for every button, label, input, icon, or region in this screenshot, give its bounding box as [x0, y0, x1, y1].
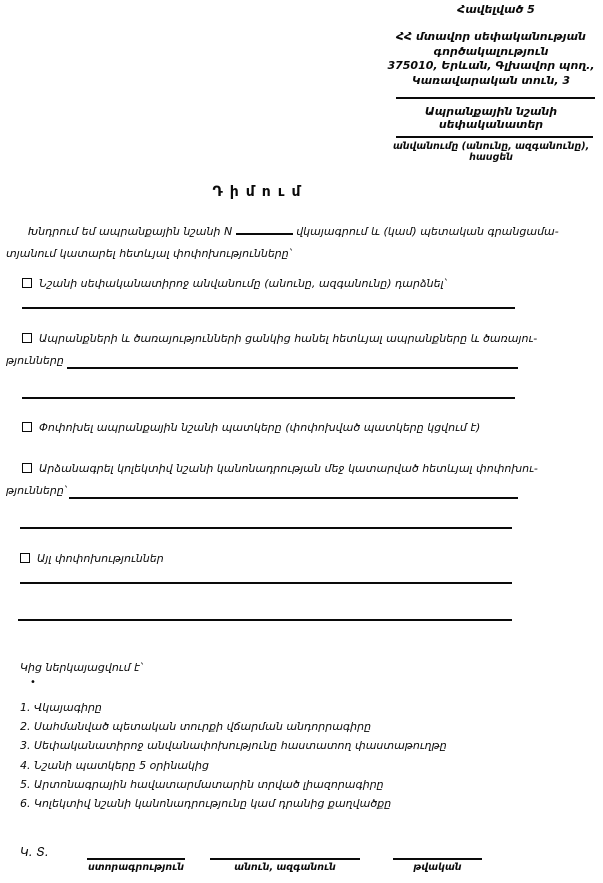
attachment-item: 4. Նշանի պատկերը 5 օրինակից — [20, 758, 209, 772]
attachment-item: 3. Սեփականատիրոջ անվանափոխությունը հաստատող փաստաթուղթը — [20, 739, 447, 753]
recipient-line: ՀՀ մտավոր սեփականության — [396, 30, 586, 43]
intro-text-after-number: վկայագրում և (կամ) պետական գրանցամա- — [296, 225, 559, 238]
form-title: Դիմում — [212, 184, 308, 200]
checkbox-remove-goods-label-line1: Ապրանքների և ծառայությունների ցանկից հանել հետևյալ ապրանքները և ծառայու- — [39, 332, 538, 345]
checkbox-change-image[interactable] — [22, 422, 32, 432]
checkbox-row-owner-rename — [22, 277, 446, 290]
recipient-address-block — [385, 30, 597, 88]
bullet-icon: • — [30, 677, 36, 688]
date-label: թվական — [413, 862, 462, 873]
appendix-label: Հավելված 5 — [457, 3, 535, 16]
checkbox-collective-charter[interactable] — [22, 463, 32, 473]
checkbox-collective-charter-label-line2: թյունները՝ — [6, 484, 67, 497]
intro-text-before-number: Խնդրում եմ ապրանքային նշանի N — [28, 225, 233, 238]
recipient-line: գործակալություն — [433, 44, 549, 58]
checkbox-remove-goods[interactable] — [22, 333, 32, 343]
attachments-heading: Կից ներկայացվում է՝ — [20, 661, 143, 674]
blank-writing-line[interactable] — [20, 527, 512, 529]
checkbox-remove-goods-label-line2: թյունները — [6, 354, 64, 367]
date-blank[interactable] — [393, 858, 482, 873]
blank-writing-line[interactable] — [18, 619, 512, 621]
checkbox-change-image-label: Փոփոխել ապրանքային նշանի պատկերը (փոփոխված պատկերը կցվում է) — [39, 421, 481, 434]
intro-paragraph — [6, 221, 559, 265]
charter-changes-blank[interactable] — [69, 497, 518, 499]
checkbox-owner-rename[interactable] — [22, 278, 32, 288]
owner-label: Ապրանքային նշանի սեփականատեր — [424, 105, 558, 131]
checkbox-other-changes-label: Այլ փոփոխություններ — [37, 552, 164, 565]
attachment-item: 6. Կոլեկտիվ նշանի կանոնադրությունը կամ դրանից քաղվածքը — [20, 797, 392, 811]
blank-writing-line[interactable] — [20, 582, 512, 584]
blank-writing-line[interactable] — [22, 307, 515, 309]
checkbox-row-remove-goods — [6, 328, 538, 372]
checkbox-other-changes[interactable] — [20, 553, 30, 563]
checkbox-owner-rename-label: Նշանի սեփականատիրոջ անվանումը (անունը, ազգանունը) դարձնել՝ — [39, 277, 447, 290]
checkbox-row-other-changes — [20, 552, 164, 565]
signature-blank[interactable] — [87, 858, 185, 873]
recipient-line: Կառավարական տուն, 3 — [411, 73, 571, 87]
attachment-item: 1. Վկայագիրը — [20, 701, 102, 714]
intro-text-line2: տյանում կատարել հետևյալ փոփոխությունները՝ — [6, 247, 292, 260]
goods-list-blank[interactable] — [67, 367, 518, 369]
checkbox-collective-charter-label-line1: Արձանագրել կոլեկտիվ նշանի կանոնադրության մեջ կատարված հետևյալ փոփոխու- — [39, 462, 538, 475]
checkbox-row-change-image — [22, 421, 480, 434]
attachments-section — [20, 660, 520, 813]
blank-writing-line[interactable] — [22, 397, 515, 399]
checkbox-row-collective-charter — [6, 458, 538, 502]
name-surname-label: անուն, ազգանուն — [234, 862, 336, 873]
attachment-item: 5. Արտոնագրային հավատարմատարին տրված լիազորագիրը — [20, 777, 384, 791]
recipient-line: 375010, Երևան, Գլխավոր պող., — [387, 59, 595, 72]
owner-name-blank-line[interactable] — [396, 97, 595, 99]
owner-hint: անվանումը (անունը, ազգանունը), հասցեն — [392, 141, 590, 163]
seal-place-label: Կ. Տ. — [20, 845, 49, 859]
signature-label: ստորագրություն — [87, 862, 185, 873]
attachments-list — [20, 698, 520, 813]
trademark-number-blank[interactable] — [236, 224, 293, 235]
owner-details-blank-line[interactable] — [396, 136, 593, 138]
name-surname-blank[interactable] — [210, 858, 360, 873]
attachment-item: 2. Սահմանված պետական տուրքի վճարման անդորրագիրը — [20, 720, 372, 734]
